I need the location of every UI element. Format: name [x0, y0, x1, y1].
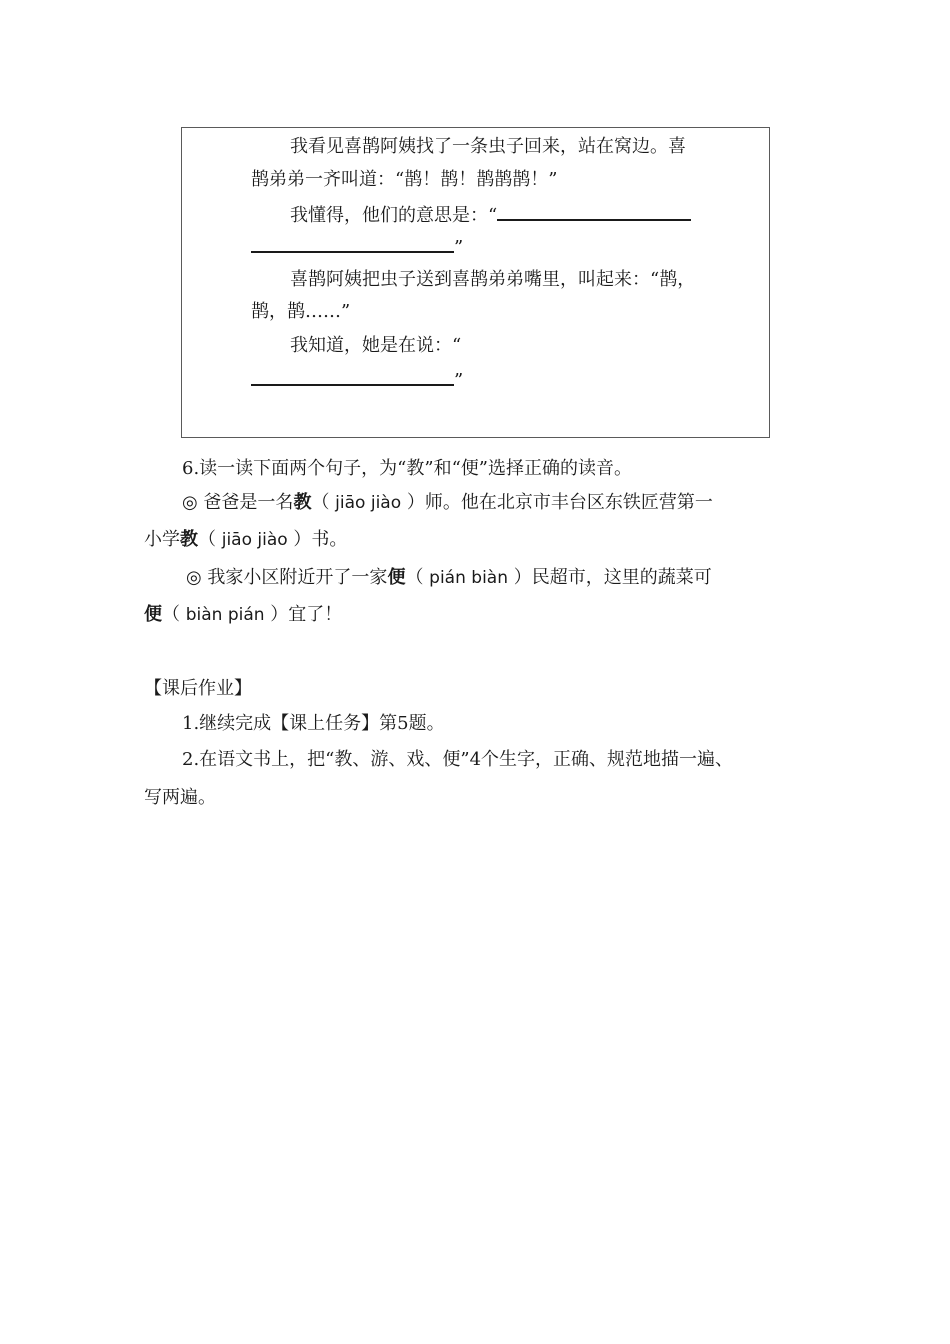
question-6-sentence-1-line-2 [144, 528, 347, 552]
passage-paragraph-1-line-2: 鹊弟弟一齐叫道：“鹊！鹊！鹊鹊鹊！” [251, 169, 558, 190]
sentence-text: ）书。 [287, 529, 348, 550]
passage-paragraph-2-continuation [251, 233, 463, 260]
target-character-bian: 便 [144, 604, 162, 625]
sentence-text: ）宜了！ [264, 604, 343, 625]
passage-paragraph-4: 我知道，她是在说：“ [290, 335, 462, 356]
sentence-text: ）师。他在北京市丰台区东铁匠营第一 [401, 492, 713, 513]
question-6-title: 6.读一读下面两个句子，为“教”和“便”选择正确的读音。 [182, 458, 632, 479]
answer-blank-2[interactable] [251, 366, 454, 386]
pinyin-choice-1[interactable]: jiāo jiào [335, 493, 402, 513]
sentence-text: ◎ 我家小区附近开了一家 [186, 567, 388, 588]
close-quote: ” [454, 370, 464, 391]
passage-paragraph-4-continuation [251, 366, 463, 393]
sentence-text: ）民超市，这里的蔬菜可 [508, 567, 712, 588]
sentence-text: 小学 [144, 529, 180, 550]
sentence-text: ◎ 爸爸是一名 [182, 492, 294, 513]
target-character-jiao: 教 [180, 529, 198, 550]
passage-paragraph-2-text: 我懂得，他们的意思是：“ [290, 205, 498, 226]
paren-open: （ [405, 567, 430, 588]
question-6-sentence-2-line-1 [186, 566, 712, 590]
homework-item-2-line-2: 写两遍。 [144, 787, 216, 808]
pinyin-choice-4[interactable]: biàn pián [185, 605, 265, 625]
homework-item-1: 1.继续完成【课上任务】第5题。 [182, 713, 445, 734]
target-character-jiao: 教 [293, 492, 312, 513]
answer-blank-1a[interactable] [497, 201, 691, 221]
close-quote: ” [454, 237, 464, 258]
paren-open: （ [198, 529, 222, 550]
question-6-sentence-2-line-2 [144, 603, 342, 627]
passage-paragraph-3-line-1: 喜鹊阿姨把虫子送到喜鹊弟弟嘴里，叫起来：“鹊， [290, 269, 696, 290]
pinyin-choice-3[interactable]: pián biàn [429, 568, 508, 588]
pinyin-choice-2[interactable]: jiāo jiào [221, 530, 288, 550]
question-6-sentence-1-line-1 [182, 491, 713, 515]
target-character-bian: 便 [387, 567, 406, 588]
passage-paragraph-3-line-2: 鹊，鹊……” [251, 301, 351, 322]
homework-item-2-line-1: 2.在语文书上，把“教、游、戏、便”4个生字，正确、规范地描一遍、 [182, 749, 734, 770]
passage-paragraph-2 [290, 201, 691, 228]
homework-heading: 【课后作业】 [144, 678, 252, 699]
answer-blank-1b[interactable] [251, 233, 454, 253]
paren-open: （ [311, 492, 336, 513]
paren-open: （ [162, 604, 186, 625]
passage-paragraph-1-line-1: 我看见喜鹊阿姨找了一条虫子回来，站在窝边。喜 [290, 136, 686, 157]
